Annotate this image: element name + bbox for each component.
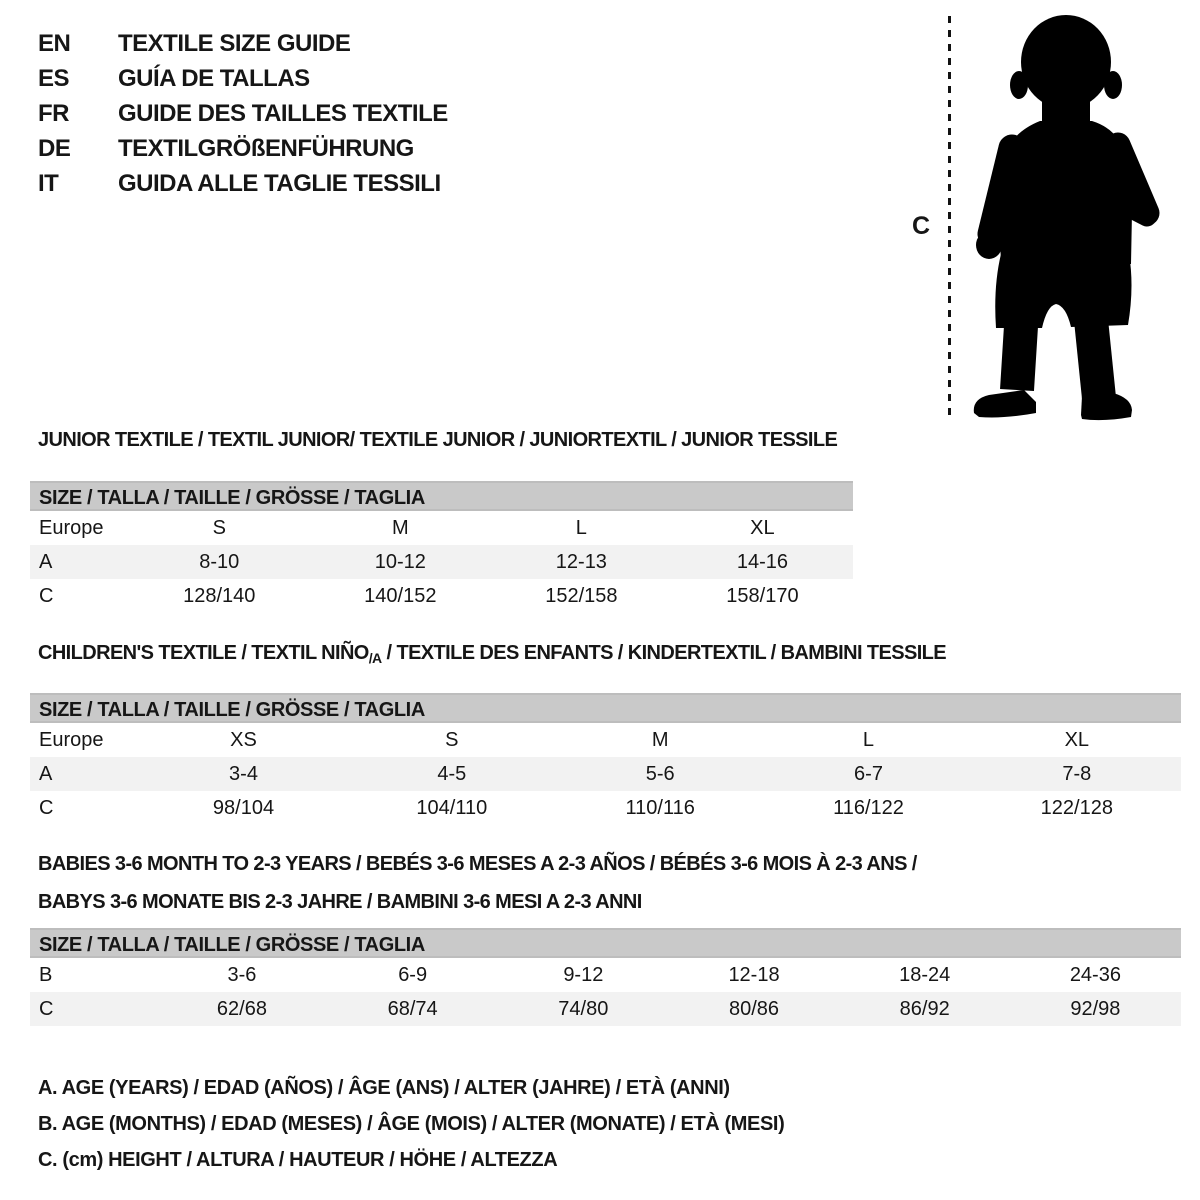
table-cell: 74/80 (558, 998, 609, 1020)
table-cell: 6-9 (398, 964, 428, 986)
legend-line: A. AGE (YEARS) / EDAD (AÑOS) / ÂGE (ANS) / ALTER (JAHRE) / ETÀ (ANNI) (38, 1077, 730, 1099)
table-cell: 6-7 (854, 763, 883, 785)
table-header-bar: SIZE / TALLA / TAILLE / GRÖSSE / TAGLIA (30, 481, 853, 511)
babies-title-line2: BABYS 3-6 MONATE BIS 2-3 JAHRE / BAMBINI 3-6 MESI A 2-3 ANNI (38, 891, 642, 913)
table-cell: L (575, 517, 587, 539)
table-cell: 14-16 (736, 551, 788, 573)
table-cell: 10-12 (374, 551, 426, 573)
table-row (30, 723, 1181, 757)
section-title-junior: JUNIOR TEXTILE / TEXTIL JUNIOR/ TEXTILE JUNIOR / JUNIORTEXTIL / JUNIOR TESSILE (38, 429, 838, 451)
babies-size-table (30, 928, 1181, 1026)
table-cell: 24-36 (1069, 964, 1121, 986)
table-cell: 110/116 (625, 797, 695, 819)
table-cell: 7-8 (1062, 763, 1092, 785)
table-cell: 140/152 (364, 585, 437, 607)
legend-line: C. (cm) HEIGHT / ALTURA / HAUTEUR / HÖHE / ALTEZZA (38, 1149, 558, 1171)
language-code: IT (38, 170, 59, 197)
row-label: B (39, 964, 53, 986)
table-row (30, 545, 853, 579)
table-cell: XL (1064, 729, 1090, 751)
table-cell: 12-18 (728, 964, 780, 986)
table-cell: 8-10 (199, 551, 240, 573)
table-cell: S (212, 517, 226, 539)
table-cell: XL (750, 517, 775, 539)
row-label: Europe (39, 517, 104, 539)
table-row (30, 579, 853, 613)
table-row (30, 511, 853, 545)
table-cell: 98/104 (212, 797, 275, 819)
table-header-bar: SIZE / TALLA / TAILLE / GRÖSSE / TAGLIA (30, 693, 1181, 723)
table-cell: 86/92 (899, 998, 950, 1020)
guide-title: GUIDE DES TAILLES TEXTILE (118, 100, 448, 127)
guide-title: GUIDA ALLE TAGLIE TESSILI (118, 170, 441, 197)
table-row (30, 791, 1181, 825)
table-cell: M (391, 517, 409, 539)
language-row (38, 131, 448, 166)
language-code: FR (38, 100, 69, 127)
table-cell: 3-6 (227, 964, 257, 986)
section-title-children (38, 642, 946, 665)
table-cell: 68/74 (387, 998, 438, 1020)
junior-size-table (30, 481, 853, 613)
height-dashed-line (948, 16, 951, 418)
table-row (30, 992, 1181, 1026)
children-title-text: CHILDREN'S TEXTILE / TEXTIL NIÑO (38, 642, 369, 664)
table-cell: 3-4 (229, 763, 258, 785)
table-cell: 158/170 (726, 585, 799, 607)
language-row (38, 96, 448, 131)
table-cell: 62/68 (216, 998, 267, 1020)
table-cell: XS (230, 729, 257, 751)
table-cell: 9-12 (563, 964, 604, 986)
children-title-text-after: / TEXTILE DES ENFANTS / KINDERTEXTIL / BAMBINI TESSILE (381, 642, 947, 664)
guide-title: TEXTILE SIZE GUIDE (118, 30, 351, 57)
table-cell: 152/158 (545, 585, 618, 607)
legend-line: B. AGE (MONTHS) / EDAD (MESES) / ÂGE (MOIS) / ALTER (MONATE) / ETÀ (MESI) (38, 1113, 785, 1135)
babies-title-line1: BABIES 3-6 MONTH TO 2-3 YEARS / BEBÉS 3-6 MESES A 2-3 AÑOS / BÉBÉS 3-6 MOIS À 2-3 ANS / (38, 853, 917, 875)
row-label: Europe (39, 729, 104, 751)
guide-title: GUÍA DE TALLAS (118, 65, 310, 92)
language-row (38, 166, 448, 201)
row-label: C (39, 797, 54, 819)
table-cell: 18-24 (899, 964, 951, 986)
language-row (38, 61, 448, 96)
table-row (30, 757, 1181, 791)
row-label: A (39, 763, 53, 785)
language-code: ES (38, 65, 70, 92)
guide-title: TEXTILGRÖßENFÜHRUNG (118, 135, 414, 162)
row-label: C (39, 998, 54, 1020)
table-cell: 92/98 (1070, 998, 1121, 1020)
table-cell: M (651, 729, 669, 751)
language-row (38, 26, 448, 61)
table-cell: 80/86 (728, 998, 780, 1020)
legend-list (38, 1070, 784, 1178)
language-code: DE (38, 135, 71, 162)
section-title-babies (38, 845, 917, 921)
table-cell: 5-6 (645, 763, 675, 785)
table-cell: S (445, 729, 459, 751)
height-measure-label: C (912, 212, 931, 240)
row-label: A (39, 551, 53, 573)
table-row (30, 958, 1181, 992)
table-cell: 4-5 (437, 763, 467, 785)
toddler-silhouette-icon (960, 12, 1167, 422)
table-cell: 122/128 (1040, 797, 1113, 819)
children-size-table (30, 693, 1181, 825)
row-label: C (39, 585, 54, 607)
table-cell: 104/110 (416, 797, 488, 819)
language-title-list (38, 26, 448, 201)
table-cell: L (862, 729, 875, 751)
language-code: EN (38, 30, 71, 57)
table-cell: 116/122 (833, 797, 904, 819)
children-title-subscript: /A (368, 650, 382, 666)
table-header-bar: SIZE / TALLA / TAILLE / GRÖSSE / TAGLIA (30, 928, 1181, 958)
table-cell: 128/140 (183, 585, 256, 607)
table-cell: 12-13 (555, 551, 607, 573)
